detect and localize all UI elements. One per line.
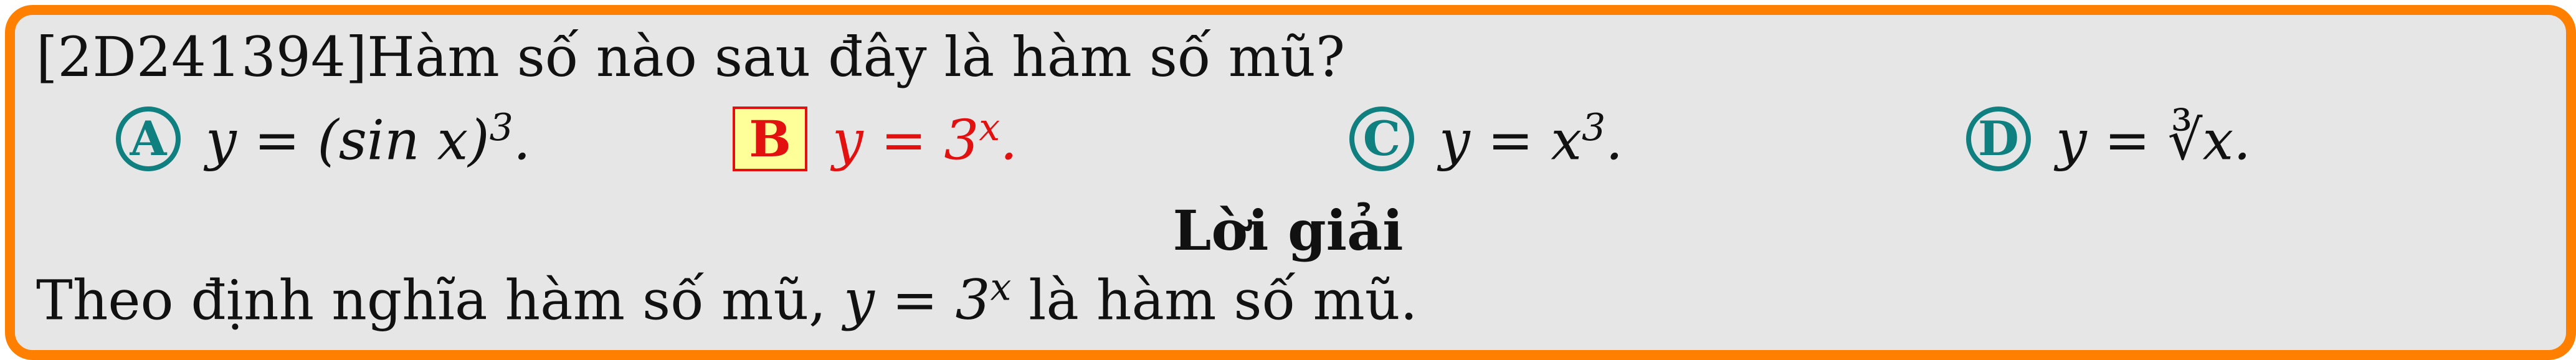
question-line	[36, 25, 1346, 89]
question-text: Hàm số nào sau đây là hàm số mũ?	[367, 25, 1346, 89]
question-code: [2D241394]	[36, 25, 368, 89]
solution-heading: Lời giải	[1172, 198, 1404, 263]
option-d-expression: y = ∛x.	[2056, 108, 2251, 173]
option-d-badge: D	[1966, 107, 2031, 171]
option-d[interactable]	[1966, 106, 2251, 172]
option-c-badge: C	[1349, 107, 1414, 171]
options-row	[0, 106, 2576, 181]
option-a-expression: y = (sin x)$^3$.	[206, 106, 531, 173]
option-a-badge: A	[116, 107, 181, 171]
solution-text: Theo định nghĩa hàm số mũ, $y = 3^x$ là hàm số mũ.	[36, 266, 1418, 333]
option-c[interactable]	[1349, 106, 1623, 172]
option-c-expression: $y = x^3$.	[1439, 106, 1623, 173]
option-b-expression: $y = 3^x$.	[832, 106, 1018, 173]
option-a[interactable]	[116, 106, 531, 172]
option-b[interactable]	[733, 106, 1017, 172]
option-b-badge: B	[733, 107, 807, 171]
